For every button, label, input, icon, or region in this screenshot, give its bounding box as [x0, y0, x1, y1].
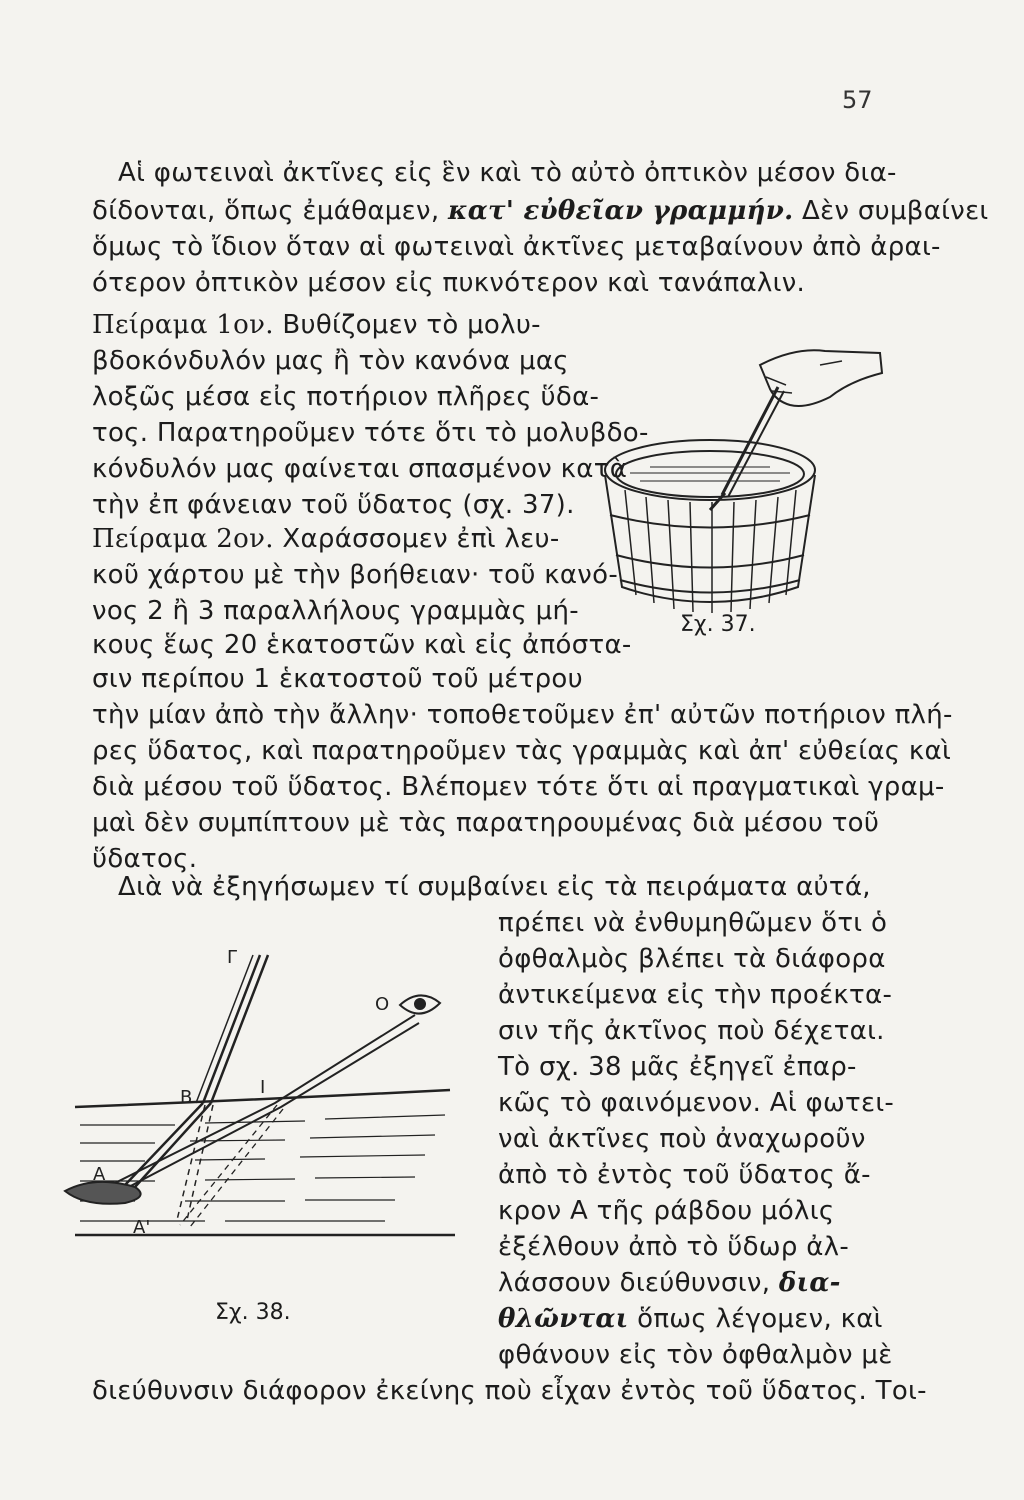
figure-37-caption: Σχ. 37.: [680, 612, 756, 637]
experiment-2-line-4: κους ἕως 20 ἑκατοστῶν καὶ εἰς ἀπόστα-: [92, 630, 632, 660]
label-b: Β: [180, 1087, 193, 1108]
experiment-2-line-10: ὕδατος.: [92, 844, 198, 874]
experiment-2-line-3: νος 2 ἢ 3 παραλλήλους γραμμὰς μή-: [92, 596, 579, 626]
paragraph-1-line-2-start: δίδονται, ὅπως ἐμάθαμεν,: [92, 196, 448, 226]
explanation-line-6: Τὸ σχ. 38 μᾶς ἐξηγεῖ ἐπαρ-: [498, 1052, 857, 1082]
page-number: 57: [842, 86, 873, 114]
explanation-line-11: ἐξέλθουν ἀπὸ τὸ ὕδωρ ἀλ-: [498, 1232, 850, 1262]
paragraph-1-line-2-end: Δὲν συμβαίνει: [793, 196, 989, 226]
explanation-line-5: σιν τῆς ἀκτῖνος ποὺ δέχεται.: [498, 1016, 885, 1046]
figure-38-caption: Σχ. 38.: [215, 1300, 291, 1325]
experiment-2-line-8: διὰ μέσου τοῦ ὕδατος. Βλέπομεν τότε ὅτι αἱ πραγματικαὶ γραμ-: [92, 772, 945, 802]
explanation-line-3: ὀφθαλμὸς βλέπει τὰ διάφορα: [498, 944, 886, 974]
explanation-line-13: [498, 1304, 883, 1334]
experiment-2-heading: Πείραμα 2ον.: [92, 524, 274, 554]
experiment-1-line-4: τος. Παρατηροῦμεν τότε ὅτι τὸ μολυβδο-: [92, 418, 649, 448]
experiment-2-line-5: σιν περίπου 1 ἑκατοστοῦ τοῦ μέτρου: [92, 664, 583, 694]
experiment-1-heading: Πείραμα 1ον.: [92, 310, 274, 340]
emphasized-word-start: δια-: [778, 1268, 841, 1298]
figure-38-refraction-diagram: [55, 935, 475, 1265]
experiment-2-line-9: μαὶ δὲν συμπίπτουν μὲ τὰς παρατηρουμένας διὰ μέσου τοῦ: [92, 808, 880, 838]
label-a: Α: [93, 1164, 106, 1185]
experiment-1-line-6: τὴν ἐπ φάνειαν τοῦ ὕδατος (σχ. 37).: [92, 490, 575, 520]
explanation-line-14: φθάνουν εἰς τὸν ὀφθαλμὸν μὲ: [498, 1340, 893, 1370]
emphasized-phrase: κατ' εὐθεῖαν γραμμήν.: [447, 196, 794, 226]
experiment-2-line-6: τὴν μίαν ἀπὸ τὴν ἄλλην· τοποθετοῦμεν ἐπ' αὐτῶν ποτήριον πλή-: [92, 700, 953, 730]
label-i: Ι: [260, 1077, 266, 1098]
experiment-2-line-1: [92, 524, 560, 554]
experiment-1-line-3: λοξῶς μέσα εἰς ποτήριον πλῆρες ὕδα-: [92, 382, 600, 412]
explanation-line-2: πρέπει νὰ ἐνθυμηθῶμεν ὅτι ὁ: [498, 908, 888, 938]
explanation-line-12-text: λάσσουν διεύθυνσιν,: [498, 1268, 779, 1298]
paragraph-1-line-2: [92, 196, 989, 226]
explanation-line-8: ναὶ ἀκτῖνες ποὺ ἀναχωροῦν: [498, 1124, 866, 1154]
paragraph-1-line-1: Αἱ φωτειναὶ ἀκτῖνες εἰς ἓν καὶ τὸ αὐτὸ ὀπτικὸν μέσον δια-: [118, 158, 897, 188]
experiment-1-line-5: κόνδυλόν μας φαίνεται σπασμένον κατὰ: [92, 454, 628, 484]
emphasized-word-end: θλῶνται: [498, 1304, 629, 1334]
experiment-2-line-7: ρες ὕδατος, καὶ παρατηροῦμεν τὰς γραμμὰς καὶ ἀπ' εὐθείας καὶ: [92, 736, 952, 766]
explanation-line-1: Διὰ νὰ ἐξηγήσωμεν τί συμβαίνει εἰς τὰ πειράματα αὐτά,: [118, 872, 871, 902]
experiment-1-line-2: βδοκόνδυλόν μας ἢ τὸν κανόνα μας: [92, 346, 569, 376]
figure-37-bucket-illustration: [580, 325, 900, 625]
explanation-line-9: ἀπὸ τὸ ἐντὸς τοῦ ὕδατος ἄ-: [498, 1160, 871, 1190]
label-gamma: Γ: [227, 947, 238, 968]
experiment-2-line-1-text: Χαράσσομεν ἐπὶ λευ-: [273, 524, 560, 554]
hand-icon: [760, 350, 882, 406]
explanation-line-12: [498, 1268, 841, 1298]
explanation-line-15: διεύθυνσιν διάφορον ἐκείνης ποὺ εἶχαν ἐντὸς τοῦ ὕδατος. Τοι-: [92, 1376, 927, 1406]
explanation-line-13-text: ὅπως λέγομεν, καὶ: [628, 1304, 883, 1334]
experiment-1-line-1: [92, 310, 541, 340]
paragraph-1-line-3: ὅμως τὸ ἴδιον ὅταν αἱ φωτειναὶ ἀκτῖνες μεταβαίνουν ἀπὸ ἀραι-: [92, 232, 941, 262]
explanation-line-4: ἀντικείμενα εἰς τὴν προέκτα-: [498, 980, 893, 1010]
explanation-line-10: κρον Α τῆς ράβδου μόλις: [498, 1196, 835, 1226]
explanation-line-7: κῶς τὸ φαινόμενον. Αἱ φωτει-: [498, 1088, 895, 1118]
experiment-1-line-1-text: Βυθίζομεν τὸ μολυ-: [273, 310, 541, 340]
experiment-2-line-2: κοῦ χάρτου μὲ τὴν βοήθειαν· τοῦ κανό-: [92, 560, 619, 590]
label-a-prime: Α': [133, 1217, 151, 1238]
label-o: Ο: [375, 994, 390, 1015]
paragraph-1-line-4: ότερον ὀπτικὸν μέσον εἰς πυκνότερον καὶ τανάπαλιν.: [92, 268, 806, 298]
